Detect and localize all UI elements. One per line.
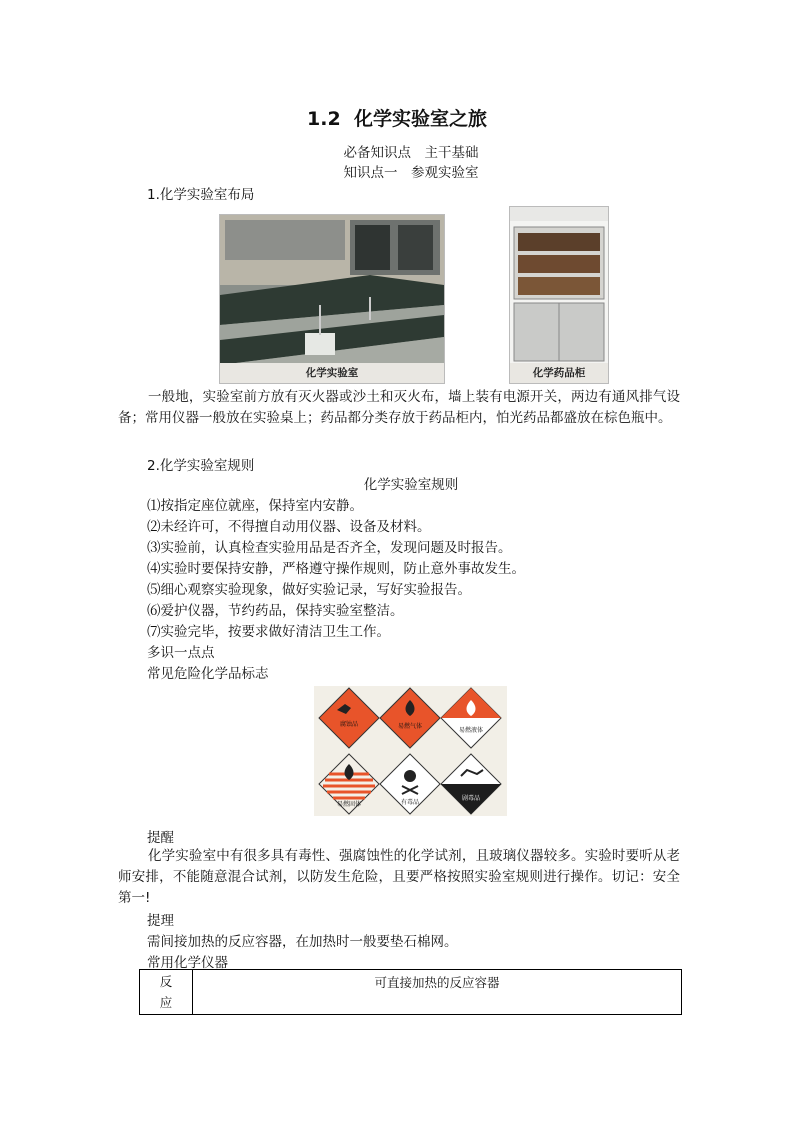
flammable-gas-sign — [380, 688, 440, 748]
extra-label: 多识一点点 — [147, 645, 215, 661]
hazard-label: 易燃气体 — [397, 723, 423, 730]
hazard-label: 有毒品 — [400, 799, 420, 806]
rule-item: ⑴按指定座位就座，保持室内安静。 — [147, 498, 363, 514]
rule-item: ⑷实验时要保持安静，严格遵守操作规则，防止意外事故发生。 — [147, 561, 525, 577]
cabinet-photo — [509, 206, 609, 384]
highly-toxic-sign — [441, 754, 501, 814]
table-cell-line: 应 — [159, 995, 173, 1010]
table-cell-line: 反 — [159, 974, 173, 989]
subheading-2: 知识点一 参观实验室 — [343, 165, 479, 181]
rule-item: ⑸细心观察实验现象，做好实验记录，写好实验报告。 — [147, 582, 471, 598]
page-title: 1.2 化学实验室之旅 — [307, 108, 487, 130]
flammable-liquid-sign — [441, 688, 501, 748]
cabinet-illustration — [510, 207, 608, 383]
section2-title: 2.化学实验室规则 — [147, 458, 255, 474]
reminder-label: 提醒 — [147, 830, 174, 846]
hazard-title: 常见危险化学品标志 — [147, 666, 269, 682]
hazard-signs-panel — [314, 686, 507, 816]
rules-title: 化学实验室规则 — [363, 477, 459, 493]
instruments-label: 常用化学仪器 — [147, 955, 228, 971]
subheading-1: 必备知识点 主干基础 — [343, 145, 479, 161]
section1-title: 1.化学实验室布局 — [147, 187, 255, 203]
hazard-signs-illustration — [314, 686, 507, 816]
table-row-header — [140, 970, 193, 1015]
cabinet-photo-caption: 化学药品柜 — [510, 363, 608, 383]
toxic-sign — [380, 754, 440, 814]
hazard-label: 腐蚀品 — [339, 721, 359, 728]
note-label: 提理 — [147, 913, 174, 929]
reminder-text: 化学实验室中有很多具有毒性、强腐蚀性的化学试剂，且玻璃仪器较多。实验时要听从老师安排，不能随意混合试剂，以防发生危险，且要严格按照实验室规则进行操作。切记：安全第一! — [118, 848, 680, 906]
section1-paragraph: 一般地，实验室前方放有灭火器或沙土和灭火布，墙上装有电源开关，两边有通风排气设备；常用仪器一般放在实验桌上；药品都分类存放于药品柜内，怕光药品都盛放在棕色瓶中。 — [118, 389, 680, 426]
table-row — [140, 970, 682, 1015]
lab-illustration — [220, 215, 444, 383]
lab-photo-caption: 化学实验室 — [220, 363, 444, 383]
hazard-label: 剧毒品 — [461, 795, 481, 802]
flammable-solid-sign — [319, 754, 379, 814]
rule-item: ⑵未经许可，不得擅自动用仪器、设备及材料。 — [147, 519, 431, 535]
hazard-label: 易燃液体 — [458, 727, 484, 734]
rule-item: ⑶实验前，认真检查实验用品是否齐全，发现问题及时报告。 — [147, 540, 512, 556]
rule-item: ⑺实验完毕，按要求做好清洁卫生工作。 — [147, 624, 390, 640]
table-header-cell: 可直接加热的反应容器 — [193, 970, 682, 1015]
instruments-table — [139, 969, 682, 1015]
corrosive-sign — [319, 688, 379, 748]
note-text: 需间接加热的反应容器，在加热时一般要垫石棉网。 — [147, 934, 458, 950]
rule-item: ⑹爱护仪器，节约药品，保持实验室整洁。 — [147, 603, 404, 619]
lab-photo — [219, 214, 445, 384]
hazard-label: 易燃固体 — [336, 801, 362, 808]
